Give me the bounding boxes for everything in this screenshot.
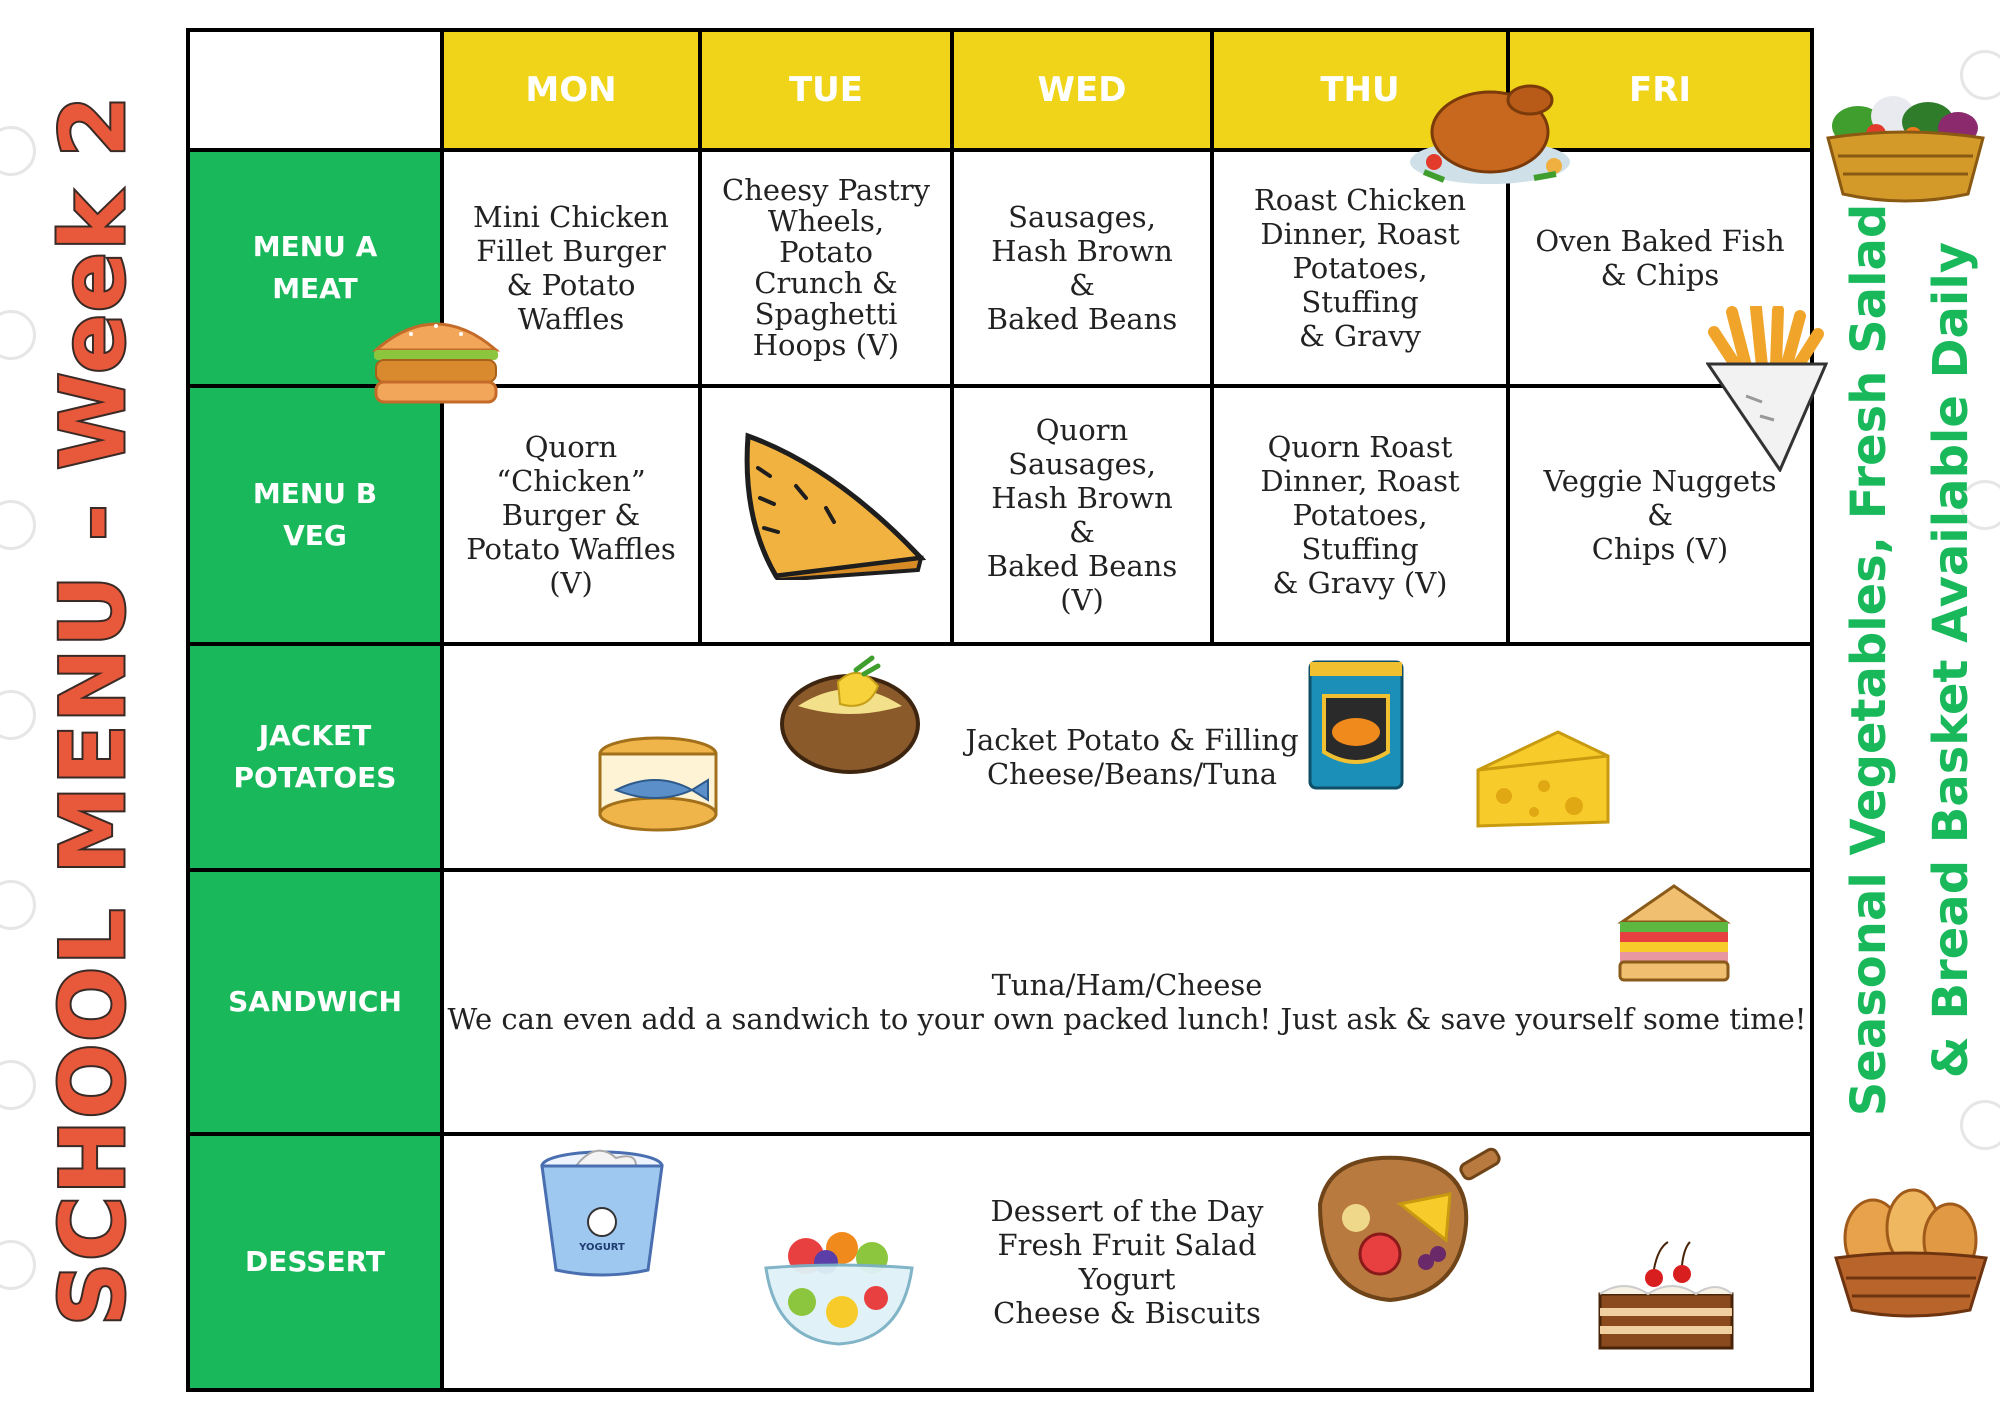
menu-b-wed-text: Quorn Sausages, Hash Brown & Baked Beans (V) [986, 413, 1178, 617]
menu-grid [186, 28, 1814, 1392]
jacket-line2: Cheese/Beans/Tuna [986, 757, 1278, 791]
page-title [18, 60, 168, 1360]
menu-a-wed [954, 152, 1214, 388]
cheese-board-icon [1310, 1144, 1502, 1308]
menu-b-label-line1: MENU B [252, 477, 378, 510]
daily-note-line2: & Bread Basket Available Daily [1923, 241, 1979, 1079]
daily-note-line1: Seasonal Vegetables, Fresh Salad [1841, 203, 1897, 1117]
page-title-text: SCHOOL MENU - Week 2 [41, 93, 145, 1327]
menu-b-wed [954, 388, 1214, 646]
beans-tin-icon [1306, 656, 1406, 792]
row-label-menu-b [190, 388, 444, 646]
menu-a-thu-text: Roast Chicken Dinner, Roast Potatoes, Stuffing & Gravy [1253, 183, 1467, 353]
fries-icon [1706, 306, 1828, 472]
daily-note [1830, 203, 1990, 1117]
sandwich-line2: We can even add a sandwich to your own packed lunch! Just ask & save yourself some time! [447, 1002, 1807, 1036]
menu-b-label-line2: VEG [283, 519, 347, 552]
menu-b-mon [444, 388, 702, 646]
day-header-tue: TUE [702, 32, 954, 152]
dessert-line1: Dessert of the Day [990, 1194, 1264, 1228]
yogurt-icon [536, 1136, 668, 1280]
jacket-line1: Jacket Potato & Filling [965, 723, 1299, 757]
fruit-salad-icon [762, 1222, 916, 1348]
menu-a-mon-text: Mini Chicken Fillet Burger & Potato Waffles [473, 200, 669, 336]
sandwich-line1: Tuna/Ham/Cheese [991, 968, 1263, 1002]
dessert-line3: Yogurt [1078, 1262, 1176, 1296]
menu-a-tue [702, 152, 954, 388]
day-header-fri: FRI [1510, 32, 1810, 152]
salad-basket-icon [1818, 86, 1993, 206]
menu-a-fri-text: Oven Baked Fish & Chips [1535, 224, 1785, 292]
dessert-line2: Fresh Fruit Salad [997, 1228, 1257, 1262]
day-header-mon: MON [444, 32, 702, 152]
menu-b-mon-text: Quorn “Chicken” Burger & Potato Waffles (V) [466, 430, 676, 600]
menu-b-thu [1214, 388, 1510, 646]
sandwich-cell [444, 872, 1810, 1136]
row-label-jacket [190, 646, 444, 872]
yogurt-pot-label: YOGURT [579, 1242, 625, 1253]
cheese-icon [1474, 726, 1612, 830]
jacket-label-line2: POTATOES [233, 761, 397, 794]
burger-icon [366, 308, 506, 408]
sandwich-icon [1612, 882, 1736, 984]
menu-b-thu-text: Quorn Roast Dinner, Roast Potatoes, Stuffing & Gravy (V) [1260, 430, 1460, 600]
day-header-wed: WED [954, 32, 1214, 152]
menu-a-tue-text: Cheesy Pastry Wheels, Potato Crunch & Spaghetti Hoops (V) [722, 173, 930, 362]
bread-basket-icon [1828, 1188, 1993, 1320]
jacket-label-line1: JACKET [258, 719, 372, 752]
dessert-line4: Cheese & Biscuits [993, 1296, 1261, 1330]
daily-note-text [1828, 204, 1992, 1117]
day-header-thu: THU [1214, 32, 1510, 152]
pasty-icon [736, 428, 928, 580]
tuna-can-icon [596, 734, 720, 834]
row-label-sandwich: SANDWICH [190, 872, 444, 1136]
menu-a-label-line2: MEAT [272, 272, 358, 305]
cake-icon [1594, 1238, 1738, 1356]
row-label-dessert: DESSERT [190, 1136, 444, 1388]
corner-cell [190, 32, 444, 152]
jacket-potato-icon [778, 652, 922, 776]
menu-b-fri-text: Veggie Nuggets & Chips (V) [1543, 464, 1777, 566]
menu-a-wed-text: Sausages, Hash Brown & Baked Beans [986, 200, 1178, 336]
menu-a-label-line1: MENU A [252, 230, 378, 263]
roast-chicken-icon [1404, 62, 1576, 192]
